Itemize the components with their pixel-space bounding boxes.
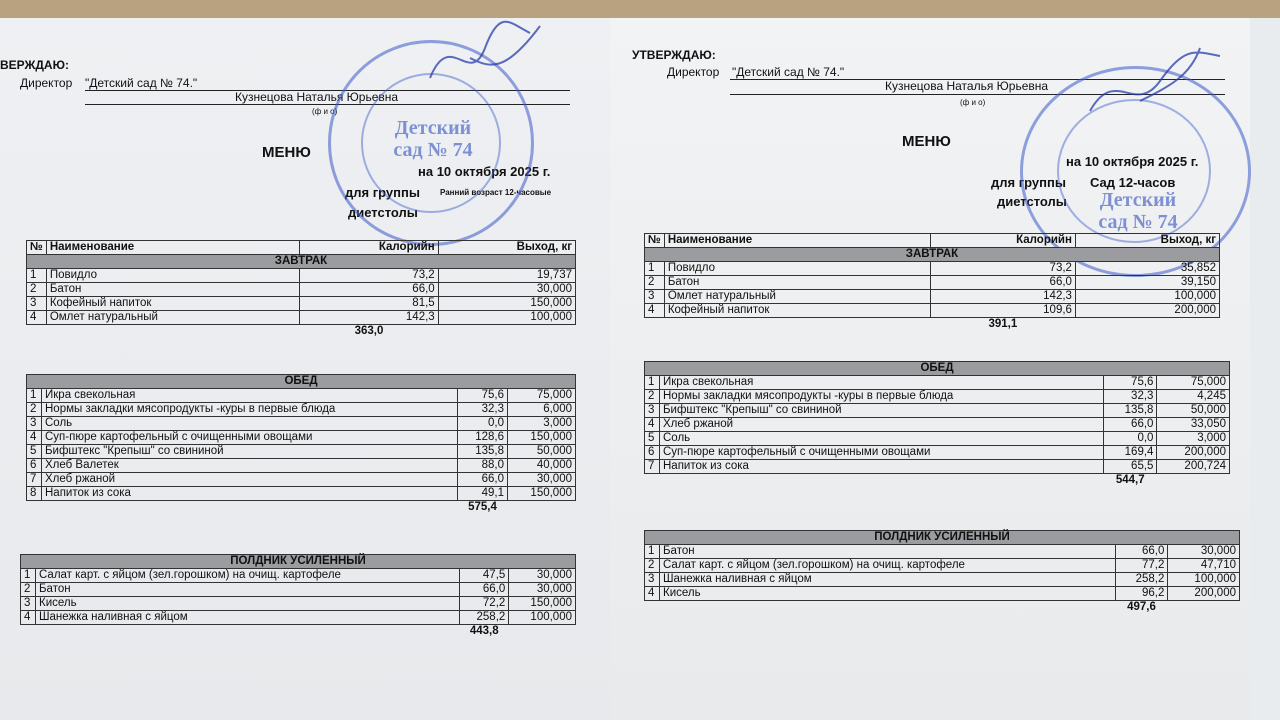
- group-name: Сад 12-часов: [1090, 175, 1176, 190]
- calories: 47,5: [460, 569, 509, 583]
- table-row: [645, 432, 1230, 446]
- section-title: ПОЛДНИК УСИЛЕННЫЙ: [645, 531, 1240, 545]
- dish-name: Шанежка наливная с яйцом: [660, 573, 1116, 587]
- row-number: 1: [21, 569, 36, 583]
- portion-weight: 100,000: [509, 611, 576, 625]
- row-number: 1: [27, 269, 47, 283]
- section-title: ОБЕД: [27, 375, 576, 389]
- row-number: 3: [645, 404, 660, 418]
- calories: 66,0: [457, 473, 507, 487]
- calories: 135,8: [457, 445, 507, 459]
- calories: 258,2: [1115, 573, 1168, 587]
- total-calories: 363,0: [354, 325, 384, 337]
- portion-weight: 100,000: [438, 311, 575, 325]
- section-title-row: [645, 362, 1230, 376]
- column-header: Калорийн: [300, 241, 438, 255]
- total-row: [645, 474, 1230, 488]
- portion-weight: 150,000: [509, 597, 576, 611]
- dish-name: Напиток из сока: [660, 460, 1104, 474]
- portion-weight: 75,000: [1157, 376, 1230, 390]
- dish-name: Повидло: [664, 262, 930, 276]
- total-spacer: [645, 601, 1116, 615]
- total-spacer: [645, 318, 931, 332]
- dish-name: Бифштекс "Крепыш" со свининой: [660, 404, 1104, 418]
- stamp-text: Детский сад № 74: [393, 117, 473, 161]
- total-spacer: [645, 474, 1104, 488]
- row-number: 3: [21, 597, 36, 611]
- column-header: Калорийн: [930, 234, 1075, 248]
- dish-name: Суп-пюре картофельный с очищенными овощами: [42, 431, 458, 445]
- total-calories: 575,4: [468, 501, 497, 513]
- menu-date: на 10 октября 2025 г.: [418, 164, 551, 179]
- total-spacer: [27, 325, 300, 339]
- portion-weight: 30,000: [509, 583, 576, 597]
- table-row: [645, 404, 1230, 418]
- calories: 72,2: [460, 597, 509, 611]
- dish-name: Икра свекольная: [42, 389, 458, 403]
- dish-name: Омлет натуральный: [46, 311, 299, 325]
- stamp-text: Детский сад № 74: [1098, 189, 1178, 233]
- table-row: [645, 573, 1240, 587]
- total-spacer: [509, 625, 576, 639]
- dish-name: Салат карт. с яйцом (зел.горошком) на очищ. картофеле: [660, 559, 1116, 573]
- signature-icon: [410, 18, 550, 98]
- calories: 32,3: [457, 403, 507, 417]
- table-row: [27, 403, 576, 417]
- dish-name: Хлеб ржаной: [42, 473, 458, 487]
- total-spacer: [1157, 474, 1230, 488]
- menu-title: МЕНЮ: [902, 133, 951, 150]
- right-menu-sheet: [610, 18, 1250, 720]
- row-number: 5: [27, 445, 42, 459]
- table-row: [27, 473, 576, 487]
- calories: 66,0: [300, 283, 438, 297]
- dish-name: Кисель: [36, 597, 460, 611]
- calories: 142,3: [930, 290, 1075, 304]
- calories: 75,6: [1104, 376, 1157, 390]
- total-spacer: [438, 325, 575, 339]
- snack-table: [20, 554, 576, 638]
- portion-weight: 35,852: [1075, 262, 1219, 276]
- dish-name: Хлеб Валетек: [42, 459, 458, 473]
- section-title-row: [27, 375, 576, 389]
- dish-name: Салат карт. с яйцом (зел.горошком) на очищ. картофеле: [36, 569, 460, 583]
- section-title: ЗАВТРАК: [27, 255, 576, 269]
- director-label: Директор: [20, 76, 73, 90]
- section-title-row: [645, 531, 1240, 545]
- left-menu-sheet: [0, 18, 640, 720]
- dish-name: Омлет натуральный: [664, 290, 930, 304]
- total-calories: 443,8: [469, 625, 499, 637]
- total-calories: 497,6: [1127, 601, 1156, 613]
- dish-name: Батон: [660, 545, 1116, 559]
- row-number: 3: [27, 417, 42, 431]
- table-row: [27, 389, 576, 403]
- table-row: [27, 431, 576, 445]
- calories: 258,2: [460, 611, 509, 625]
- portion-weight: 200,000: [1157, 446, 1230, 460]
- table-header-row: [27, 241, 576, 255]
- portion-weight: 30,000: [1168, 545, 1240, 559]
- total-row: [21, 625, 576, 639]
- column-header: Выход, кг: [438, 241, 575, 255]
- signature-icon: [1080, 46, 1230, 126]
- dish-name: Кисель: [660, 587, 1116, 601]
- row-number: 3: [645, 573, 660, 587]
- dish-name: Шанежка наливная с яйцом: [36, 611, 460, 625]
- portion-weight: 33,050: [1157, 418, 1230, 432]
- diet-label: диетстолы: [997, 194, 1067, 209]
- table-row: [27, 487, 576, 501]
- portion-weight: 200,000: [1168, 587, 1240, 601]
- table-row: [645, 460, 1230, 474]
- portion-weight: 75,000: [508, 389, 576, 403]
- row-number: 2: [21, 583, 36, 597]
- portion-weight: 150,000: [508, 431, 576, 445]
- org-name: "Детский сад № 74.": [85, 76, 198, 90]
- total-row: [27, 501, 576, 515]
- total-calories: 544,7: [1115, 474, 1145, 486]
- row-number: 2: [27, 403, 42, 417]
- table-header-row: [645, 234, 1220, 248]
- portion-weight: 3,000: [508, 417, 576, 431]
- dish-name: Батон: [36, 583, 460, 597]
- fio-caption: (ф и о): [960, 98, 986, 107]
- table-row: [645, 276, 1220, 290]
- dish-name: Нормы закладки мясопродукты -куры в первые блюда: [660, 390, 1104, 404]
- dish-name: Батон: [664, 276, 930, 290]
- total-calories: 391,1: [988, 318, 1018, 330]
- row-number: 8: [27, 487, 42, 501]
- portion-weight: 100,000: [1075, 290, 1219, 304]
- portion-weight: 30,000: [508, 473, 576, 487]
- calories: 0,0: [1104, 432, 1157, 446]
- menu-date: на 10 октября 2025 г.: [1066, 154, 1199, 169]
- portion-weight: 150,000: [438, 297, 575, 311]
- table-row: [645, 418, 1230, 432]
- calories: 66,0: [1104, 418, 1157, 432]
- group-label: для группы: [345, 185, 420, 200]
- row-number: 7: [27, 473, 42, 487]
- approve-label: УТВЕРЖДАЮ:: [632, 48, 716, 62]
- row-number: 6: [27, 459, 42, 473]
- calories: 66,0: [1115, 545, 1168, 559]
- diet-label: диетстолы: [348, 205, 418, 220]
- row-number: 1: [645, 376, 660, 390]
- director-name: Кузнецова Наталья Юрьевна: [885, 79, 1049, 93]
- calories: 96,2: [1115, 587, 1168, 601]
- snack-table: [644, 530, 1240, 614]
- dish-name: Суп-пюре картофельный с очищенными овощами: [660, 446, 1104, 460]
- calories: 88,0: [457, 459, 507, 473]
- calories: 128,6: [457, 431, 507, 445]
- column-header: Выход, кг: [1075, 234, 1219, 248]
- calories: 0,0: [457, 417, 507, 431]
- row-number: 3: [645, 290, 665, 304]
- portion-weight: 39,150: [1075, 276, 1219, 290]
- row-number: 1: [645, 545, 660, 559]
- dish-name: Напиток из сока: [42, 487, 458, 501]
- dish-name: Икра свекольная: [660, 376, 1104, 390]
- dish-name: Кофейный напиток: [664, 304, 930, 318]
- dish-name: Бифштекс "Крепыш" со свининой: [42, 445, 458, 459]
- portion-weight: 200,000: [1075, 304, 1219, 318]
- calories: 109,6: [930, 304, 1075, 318]
- portion-weight: 40,000: [508, 459, 576, 473]
- portion-weight: 50,000: [1157, 404, 1230, 418]
- calories: 32,3: [1104, 390, 1157, 404]
- lunch-table: [644, 361, 1230, 487]
- table-row: [645, 446, 1230, 460]
- row-number: 4: [645, 587, 660, 601]
- section-title: ПОЛДНИК УСИЛЕННЫЙ: [21, 555, 576, 569]
- table-row: [27, 311, 576, 325]
- portion-weight: 50,000: [508, 445, 576, 459]
- portion-weight: 4,245: [1157, 390, 1230, 404]
- column-header: №: [27, 241, 47, 255]
- row-number: 4: [21, 611, 36, 625]
- table-row: [645, 545, 1240, 559]
- calories: 81,5: [300, 297, 438, 311]
- calories: 66,0: [460, 583, 509, 597]
- portion-weight: 30,000: [438, 283, 575, 297]
- org-name: "Детский сад № 74.": [732, 65, 845, 79]
- dish-name: Хлеб ржаной: [660, 418, 1104, 432]
- group-label: для группы: [991, 175, 1066, 190]
- portion-weight: 47,710: [1168, 559, 1240, 573]
- document-paper: [0, 18, 1280, 720]
- section-title-row: [645, 248, 1220, 262]
- table-row: [21, 597, 576, 611]
- calories: 73,2: [930, 262, 1075, 276]
- row-number: 4: [645, 418, 660, 432]
- director-label: Директор: [667, 65, 720, 79]
- row-number: 2: [27, 283, 47, 297]
- portion-weight: 30,000: [509, 569, 576, 583]
- table-row: [645, 390, 1230, 404]
- breakfast-table: [644, 233, 1220, 331]
- approve-label: ВЕРЖДАЮ:: [0, 58, 69, 72]
- column-header: Наименование: [664, 234, 930, 248]
- fio-caption: (ф и о): [312, 107, 338, 116]
- table-row: [27, 269, 576, 283]
- calories: 66,0: [930, 276, 1075, 290]
- total-spacer: [1168, 601, 1240, 615]
- table-row: [27, 283, 576, 297]
- portion-weight: 19,737: [438, 269, 575, 283]
- table-row: [645, 290, 1220, 304]
- dish-name: Соль: [660, 432, 1104, 446]
- total-row: [645, 318, 1220, 332]
- table-row: [645, 304, 1220, 318]
- table-row: [645, 587, 1240, 601]
- section-title-row: [21, 555, 576, 569]
- portion-weight: 6,000: [508, 403, 576, 417]
- calories: 77,2: [1115, 559, 1168, 573]
- dish-name: Повидло: [46, 269, 299, 283]
- total-row: [27, 325, 576, 339]
- row-number: 2: [645, 390, 660, 404]
- portion-weight: 200,724: [1157, 460, 1230, 474]
- row-number: 4: [645, 304, 665, 318]
- dish-name: Батон: [46, 283, 299, 297]
- table-row: [27, 445, 576, 459]
- director-name: Кузнецова Наталья Юрьевна: [235, 90, 399, 104]
- row-number: 5: [645, 432, 660, 446]
- dish-name: Соль: [42, 417, 458, 431]
- dish-name: Кофейный напиток: [46, 297, 299, 311]
- row-number: 2: [645, 559, 660, 573]
- row-number: 1: [27, 389, 42, 403]
- total-spacer: [1075, 318, 1219, 332]
- section-title: ОБЕД: [645, 362, 1230, 376]
- row-number: 4: [27, 431, 42, 445]
- calories: 169,4: [1104, 446, 1157, 460]
- table-row: [27, 459, 576, 473]
- portion-weight: 100,000: [1168, 573, 1240, 587]
- section-title: ЗАВТРАК: [645, 248, 1220, 262]
- table-row: [27, 297, 576, 311]
- calories: 75,6: [457, 389, 507, 403]
- total-spacer: [21, 625, 460, 639]
- table-row: [645, 559, 1240, 573]
- section-title-row: [27, 255, 576, 269]
- menu-title: МЕНЮ: [262, 144, 311, 161]
- total-spacer: [508, 501, 576, 515]
- row-number: 7: [645, 460, 660, 474]
- calories: 49,1: [457, 487, 507, 501]
- calories: 73,2: [300, 269, 438, 283]
- row-number: 6: [645, 446, 660, 460]
- table-row: [645, 376, 1230, 390]
- table-row: [645, 262, 1220, 276]
- calories: 142,3: [300, 311, 438, 325]
- table-row: [21, 569, 576, 583]
- column-header: Наименование: [46, 241, 299, 255]
- table-row: [21, 611, 576, 625]
- group-name: Ранний возраст 12-часовые: [440, 188, 552, 197]
- table-row: [27, 417, 576, 431]
- table-row: [21, 583, 576, 597]
- total-row: [645, 601, 1240, 615]
- row-number: 1: [645, 262, 665, 276]
- dish-name: Нормы закладки мясопродукты -куры в первые блюда: [42, 403, 458, 417]
- lunch-table: [26, 374, 576, 514]
- calories: 135,8: [1104, 404, 1157, 418]
- calories: 65,5: [1104, 460, 1157, 474]
- row-number: 3: [27, 297, 47, 311]
- row-number: 4: [27, 311, 47, 325]
- row-number: 2: [645, 276, 665, 290]
- portion-weight: 3,000: [1157, 432, 1230, 446]
- portion-weight: 150,000: [508, 487, 576, 501]
- total-spacer: [27, 501, 458, 515]
- breakfast-table: [26, 240, 576, 338]
- column-header: №: [645, 234, 665, 248]
